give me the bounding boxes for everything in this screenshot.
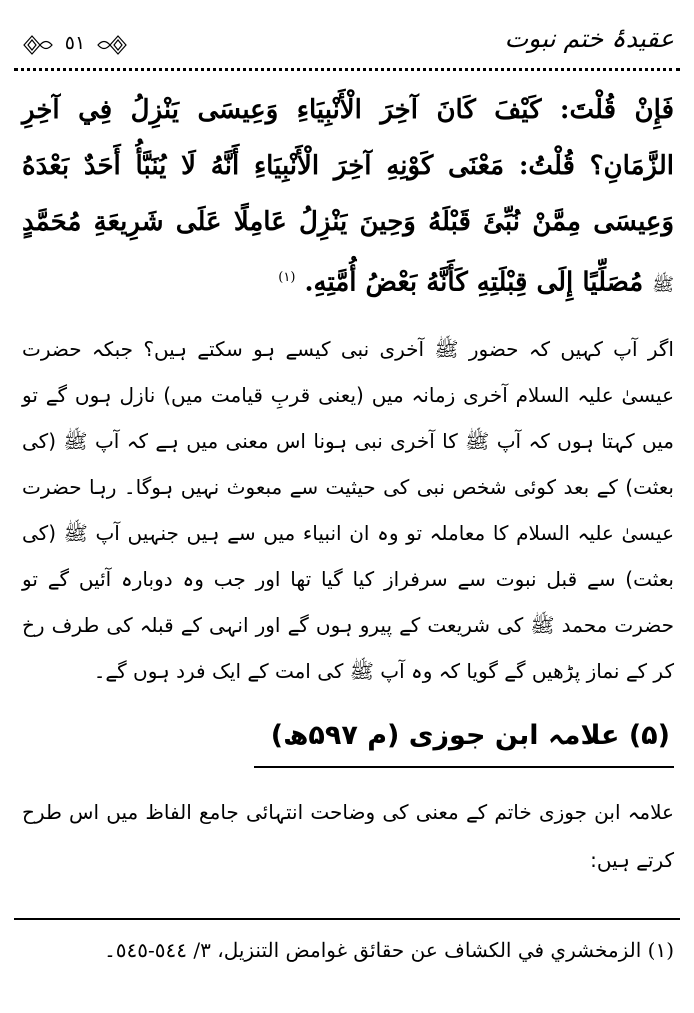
urdu-intro-paragraph: علامہ ابن جوزی خاتم کے معنی کی وضاحت انتہائی جامع الفاظ میں اس طرح کرتے ہیں:: [22, 800, 674, 872]
footnote-divider: [14, 918, 680, 920]
header-divider: [14, 68, 680, 71]
footnote: (١) الزمخشري في الكشاف عن حقائق غوامض التنزيل، ٣/ ٥٤٤-٥٤٥۔: [104, 938, 674, 962]
arabic-quote-text: فَإِنْ قُلْتَ: كَيْفَ كَانَ آخِرَ الْأَنْبِيَاءِ وَعِيسَى يَنْزِلُ فِي آخِرِ الزَّمَانِ؟ قُلْتُ: مَعْنَى كَوْنِهِ آخِرَ الْأَنْبِيَاءِ أَنَّهُ لَا يُنَبَّأُ أَحَدٌ بَعْدَهُ وَعِيسَى مِمَّنْ نُبِّئَ قَبْلَهُ وَحِينَ يَنْزِلُ عَامِلًا عَلَى شَرِيعَةِ مُحَمَّدٍ: [22, 95, 674, 237]
arabic-quotation: [22, 82, 674, 314]
page-number-ornament: [20, 28, 130, 62]
section-heading-text: (۵) علامہ ابن جوزی (م ۵۹۷ھ): [270, 720, 670, 751]
page-number: ٥١: [64, 32, 86, 54]
arabic-quote-text-end: مُصَلِّيًا إِلَى قِبْلَتِهِ كَأَنَّهُ بَعْضُ أُمَّتِهِ.: [304, 267, 644, 298]
section-heading-underline: [254, 766, 674, 768]
honorific-icon: ﷺ: [652, 274, 674, 296]
section-heading: [254, 720, 674, 768]
urdu-translation-paragraph: اگر آپ کہیں کہ حضور ﷺ آخری نبی کیسے ہو سکتے ہیں؟ جبکہ حضرت عیسیٰ علیہ السلام آخری زمانہ میں (یعنی قربِ قیامت میں) نازل ہوں گے تو میں کہتا ہوں کہ آپ ﷺ کا آخری نبی ہونا اس معنی میں ہے کہ آپ ﷺ (کی بعثت) کے بعد کوئی شخص نبی کی حیثیت سے مبعوث نہیں ہوگا۔ رہا حضرت عیسیٰ علیہ السلام کا معاملہ تو وہ ان انبیاء میں سے ہیں جنہیں آپ ﷺ (کی بعثت) سے قبل نبوت سے سرفراز کیا گیا تھا اور جب وہ دوبارہ آئیں گے تو حضرت محمد ﷺ کی شریعت کے پیرو ہوں گے اور انہی کے قبلہ کی طرف رخ کر کے نماز پڑھیں گے گویا کہ وہ آپ ﷺ کی امت کے ایک فرد ہوں گے۔: [22, 337, 674, 683]
page-header: [14, 18, 680, 70]
running-title: عقیدۂ ختم نبوت: [504, 24, 674, 53]
footnote-marker: (١): [278, 270, 296, 285]
